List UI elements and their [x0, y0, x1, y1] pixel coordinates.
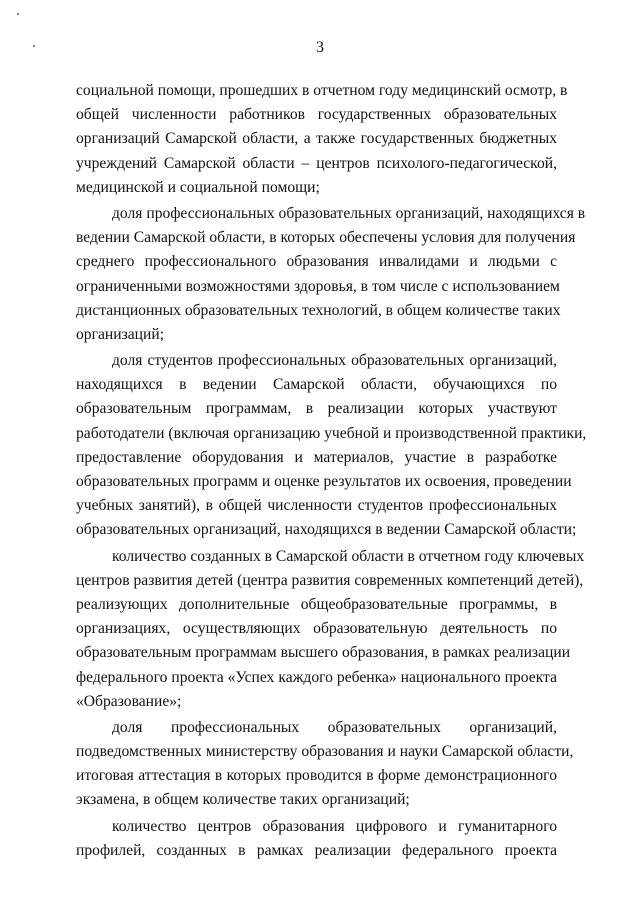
paragraph-child-development-centers [76, 545, 585, 714]
text-line: итоговая аттестация в которых проводится в форме демонстрационного [76, 767, 557, 785]
text-line: профилей, созданных в рамках реализации федерального проекта [76, 841, 557, 859]
text-line: учебных занятий), в общей численности студентов профессиональных [76, 497, 557, 515]
paragraph-digital-centers [76, 815, 557, 863]
scan-speck [17, 13, 19, 15]
paragraph-demo-exam [76, 716, 574, 813]
text-line: организациях, осуществляющих образовательную деятельность по [76, 620, 557, 638]
text-line: дистанционных образовательных технологий, в общем количестве таких [76, 301, 561, 319]
text-line: федерального проекта «Успех каждого ребенка» национального проекта [76, 668, 557, 686]
text-line: учреждений Самарской области – центров психолого-педагогической, [76, 154, 557, 172]
text-line: социальной помощи, прошедших в отчетном году медицинский осмотр, в [76, 82, 568, 99]
text-line: образовательных программ и оценке результатов их освоения, проведении [76, 473, 572, 490]
text-line: реализующих дополнительные общеобразовательные программы, в [76, 595, 557, 613]
text-line: организаций Самарской области, а также государственных бюджетных [76, 130, 557, 148]
text-line: доля студентов профессиональных образовательных организаций, [112, 352, 557, 370]
text-line: находящихся в ведении Самарской области, обучающихся по [76, 376, 557, 394]
text-line: образовательным программам высшего образования, в рамках реализации [76, 644, 571, 662]
text-line: экзамена, в общем количестве таких организаций; [76, 791, 410, 809]
text-line: количество созданных в Самарской области в отчетном году ключевых [112, 547, 585, 565]
text-line: медицинской и социальной помощи; [76, 178, 320, 196]
text-line: общей численности работников государственных образовательных [76, 106, 557, 124]
text-line: «Образование»; [76, 692, 182, 710]
text-line: ведении Самарской области, в которых обеспечены условия для получения [76, 229, 576, 247]
document-body [76, 79, 587, 865]
text-line: работодатели (включая организацию учебной и производственной практики, [76, 424, 587, 442]
paragraph-students-employers [76, 349, 587, 543]
page-number: 3 [316, 39, 324, 56]
paragraph-continuation [76, 79, 568, 200]
text-line: образовательным программам, в реализации которых участвуют [76, 400, 557, 418]
text-line: центров развития детей (центра развития современных компетенций детей), [76, 571, 584, 589]
paragraph-vocational-accessibility [76, 202, 586, 347]
text-line: доля профессиональных образовательных организаций, находящихся в [112, 204, 586, 222]
text-line: среднего профессионального образования инвалидами и людьми с [76, 253, 557, 271]
text-line: подведомственных министерству образования и науки Самарской области, [76, 743, 574, 761]
text-line: доля профессиональных образовательных организаций, [112, 718, 557, 736]
text-line: организаций; [76, 325, 165, 343]
text-line: ограниченными возможностями здоровья, в том числе с использованием [76, 277, 560, 295]
text-line: образовательных организаций, находящихся в ведении Самарской области; [76, 521, 577, 539]
text-line: количество центров образования цифрового и гуманитарного [112, 817, 557, 835]
text-line: предоставление оборудования и материалов, участие в разработке [76, 448, 557, 466]
